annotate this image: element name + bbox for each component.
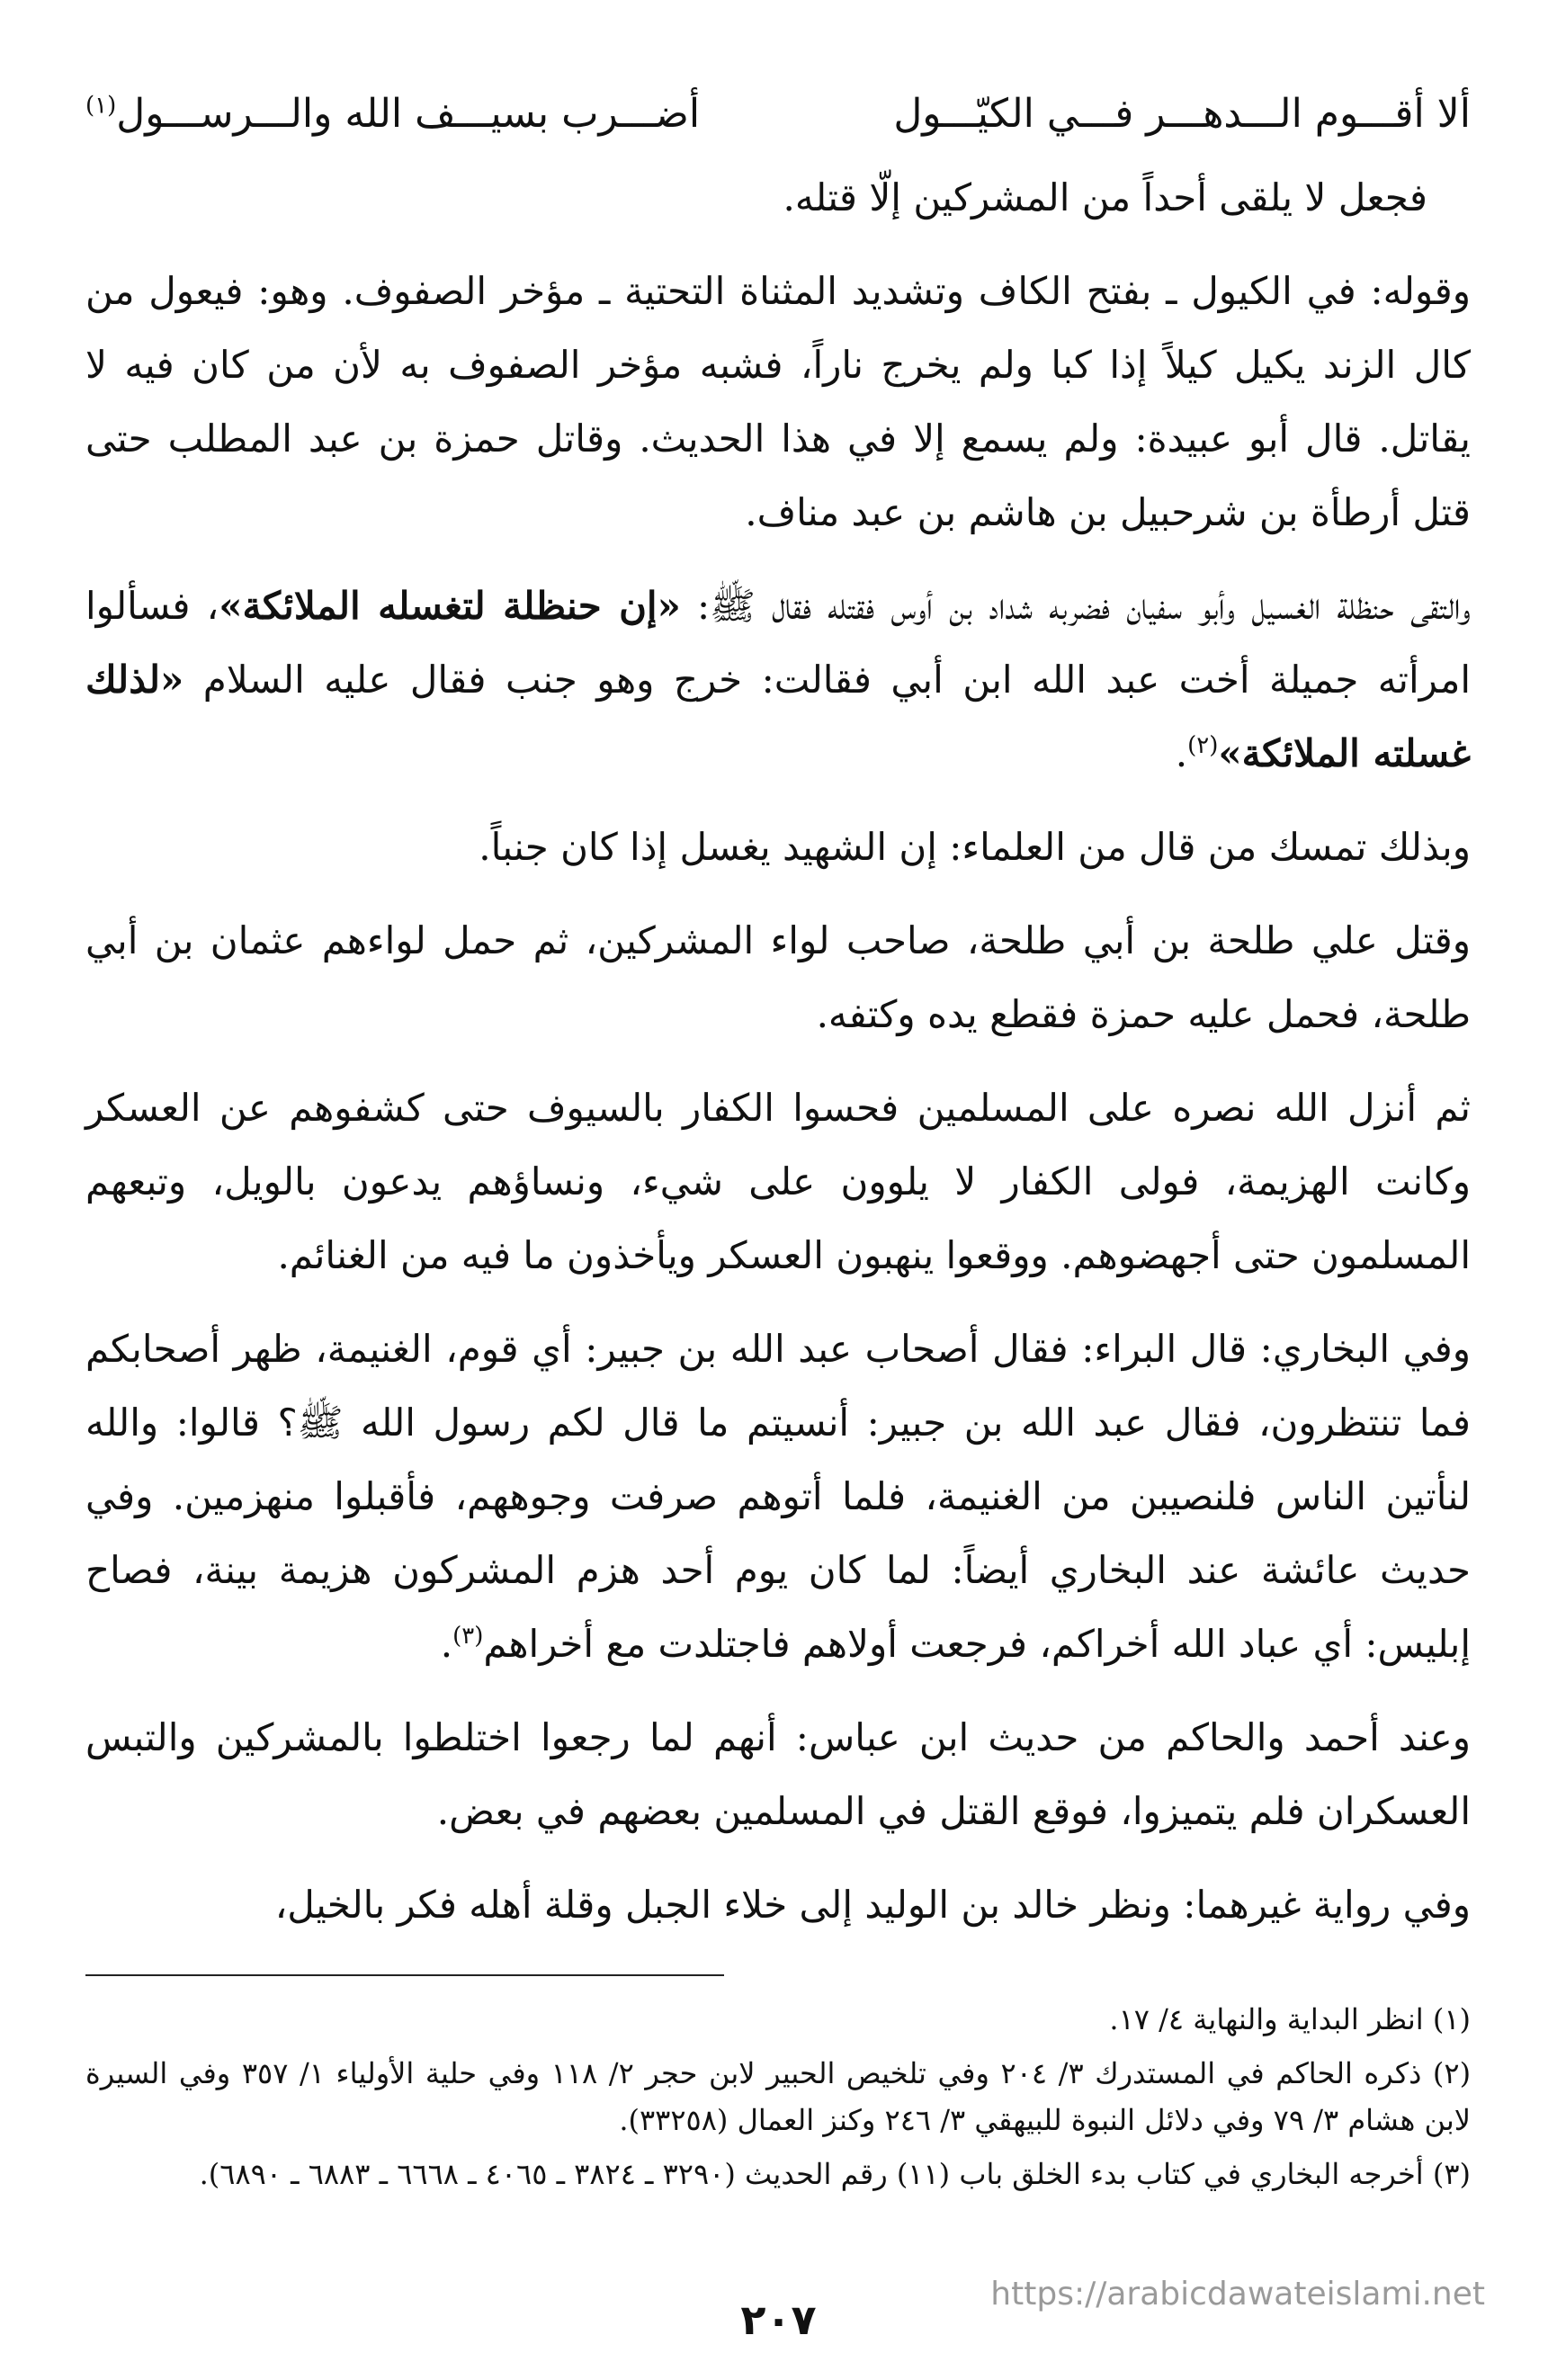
- paragraph-text: .: [1175, 731, 1188, 775]
- paragraph-text: وفي رواية غيرهما: ونظر خالد بن الوليد إلى خلاء الجبل وقلة أهله فكر بالخيل،: [274, 1883, 1471, 1927]
- footnote-marker: (٣): [452, 1623, 484, 1650]
- verse-first-hemistich: ألا أقـــوم الـــدهـــر فـــي الكيّـــول: [893, 91, 1471, 137]
- paragraph: [85, 161, 1471, 235]
- footnotes: [85, 1996, 1471, 2197]
- footnote: (٢) ذكره الحاكم في المستدرك ٣/ ٢٠٤ وفي تلخيص الحبير لابن حجر ٢/ ١١٨ وفي حلية الأولياء ١/ ٣٥٧ وفي السيرة لابن هشام ٣/ ٧٩ وفي دلائل النبوة للبيهقي ٣/ ٢٤٦ وكنز العمال (٣٣٢٥٨).: [85, 2056, 1472, 2137]
- paragraph-text: وقتل علي طلحة بن أبي طلحة، صاحب لواء المشركين، ثم حمل لواءهم عثمان بن أبي طلحة، فحمل عليه حمزة فقطع يده وكتفه.: [85, 918, 1471, 1036]
- hadith-quote: «إن حنظلة لتغسله الملائكة»: [219, 584, 681, 628]
- paragraph: [85, 904, 1471, 1051]
- watermark-url: https://arabicdawateislami.net: [990, 2276, 1485, 2313]
- paragraph-text: وعند أحمد والحاكم من حديث ابن عباس: أنهم لما رجعوا اختلطوا بالمشركين والتبس العسكران فلم يتميزوا، فوقع القتل في المسلمين بعضهم في بعض.: [85, 1715, 1471, 1833]
- page-number: ٢٠٧: [740, 2295, 817, 2344]
- paragraph-text: وقوله: في الكيول ـ بفتح الكاف وتشديد المثناة التحتية ـ مؤخر الصفوف. وهو: فيعول من كال الزند يكيل كيلاً إذا كبا ولم يخرج ناراً، فشبه مؤخر الصفوف به لأن من كان فيه لا يقاتل. قال أبو عبيدة: ولم يسمع إلا في هذا الحديث. وقاتل حمزة بن عبد المطلب حتى قتل أرطأة بن شرحبيل بن هاشم بن عبد مناف.: [85, 269, 1471, 534]
- paragraph: [85, 1312, 1471, 1681]
- footnote: (٣) أخرجه البخاري في كتاب بدء الخلق باب (١١) رقم الحديث (٣٢٩٠ ـ ٣٨٢٤ ـ ٤٠٦٥ ـ ٦٦٦٨ ـ ٦٨٨٣ ـ ٦٨٩٠).: [199, 2157, 1471, 2191]
- paragraph: [85, 1071, 1471, 1293]
- paragraph: [85, 1868, 1471, 1942]
- hadith-quote: «لذلك غسلته الملائكة»: [85, 658, 1471, 775]
- poetry-verse: [85, 85, 1471, 143]
- paragraph-text: ، فسألوا امرأته جميلة أخت عبد الله ابن أبي فقالت: خرج وهو جنب فقال عليه السلام: [85, 584, 1471, 702]
- footnote-marker: (١): [85, 92, 117, 120]
- verse-second-hemistich-text: أضـــرب بسيـــف الله والـــرســـول: [116, 91, 701, 137]
- paragraph: [85, 810, 1471, 884]
- footnote-marker: (٢): [1187, 732, 1219, 759]
- footnote-separator: [85, 1974, 724, 1976]
- paragraph-text: ثم أنزل الله نصره على المسلمين فحسوا الكفار بالسيوف حتى كشفوهم عن العسكر وكانت الهزيمة، فولى الكفار لا يلوون على شيء، ونساؤهم يدعون بالويل، وتبعهم المسلمون حتى أجهضوهم. ووقعوا ينهبون العسكر ويأخذون ما فيه من الغنائم.: [85, 1086, 1471, 1277]
- paragraph-text: فجعل لا يلقى أحداً من المشركين إلّا قتله.: [783, 175, 1427, 219]
- paragraph: [85, 1701, 1471, 1848]
- paragraph: [85, 569, 1471, 791]
- verse-second-hemistich: [85, 85, 839, 143]
- footnote: (١) انظر البداية والنهاية ٤/ ١٧.: [1109, 2002, 1471, 2036]
- paragraph-text: وبذلك تمسك من قال من العلماء: إن الشهيد يغسل إذا كان جنباً.: [479, 825, 1471, 869]
- paragraph: [85, 255, 1471, 550]
- paragraph-text: والتقى حنظلة الغسيل وأبو سفيان فضربه شداد بن أوس فقتله فقال ﷺ:: [680, 584, 1471, 628]
- book-page: [85, 85, 1471, 2205]
- paragraph-text: وفي البخاري: قال البراء: فقال أصحاب عبد الله بن جبير: أي قوم، الغنيمة، ظهر أصحابكم فما تنتظرون، فقال عبد الله بن جبير: أنسيتم ما قال لكم رسول الله ﷺ؟ قالوا: والله لنأتين الناس فلنصيبن من الغنيمة، فلما أتوهم صرفت وجوههم، فأقبلوا منهزمين. وفي حديث عائشة عند البخاري أيضاً: لما كان يوم أحد هزم المشركون هزيمة بينة، فصاح إبليس: أي عباد الله أخراكم، فرجعت أولاهم فاجتلدت مع أخراهم: [85, 1327, 1471, 1666]
- body-text: [85, 161, 1471, 1942]
- paragraph-text: .: [440, 1622, 453, 1666]
